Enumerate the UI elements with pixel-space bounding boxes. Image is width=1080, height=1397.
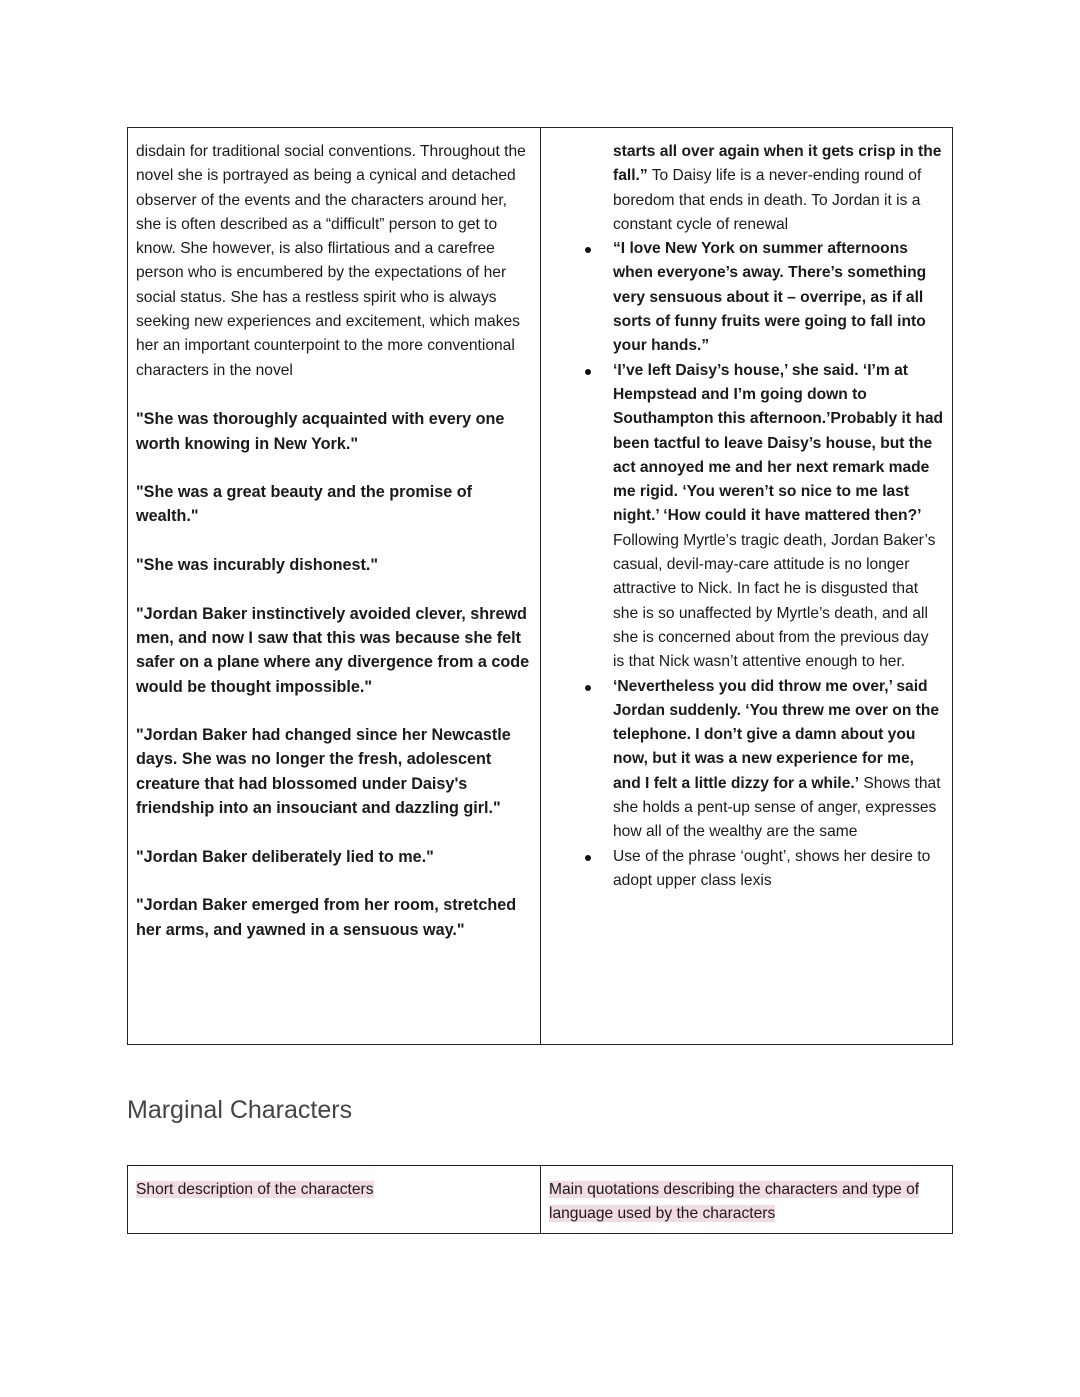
character-description: disdain for traditional social conventions. Throughout the novel she is portrayed as being a cynical and detached observer of the events and the characters around her, she is often described as a “difficult” person to get to know. She however, is also flirtatious and a carefree person who is encumbered by the expectations of her social status. She has a restless spirit who is always seeking new experiences and excitement, which makes her an important counterpoint to the more conventional characters in the novel: [136, 143, 526, 379]
section-heading: Marginal Characters: [127, 1096, 353, 1124]
description-header-cell: [128, 1166, 541, 1233]
analysis-text: Shows that she holds a pent-up sense of anger, expresses how all of the wealthy are the same: [613, 774, 941, 841]
quote: "She was thoroughly acquainted with every one worth knowing in New York.": [136, 410, 505, 453]
bullet-icon: [585, 247, 591, 253]
analysis-text: Following Myrtle’s tragic death, Jordan Baker’s casual, devil-may-care attitude is no longer attractive to Nick. In fact he is disgusted that she is so unaffected by Myrtle’s death, and all she is concerned about from the previous day is that Nick wasn’t attentive enough to her.: [613, 531, 936, 671]
quotation-list: [569, 140, 944, 893]
quote: "She was a great beauty and the promise of wealth.": [136, 483, 473, 526]
quote: "Jordan Baker had changed since her Newcastle days. She was no longer the fresh, adolescent creature that had blossomed under Daisy's friendship into an insouciant and dazzling girl.": [136, 726, 511, 818]
bullet-icon: [585, 685, 591, 691]
quote: "Jordan Baker deliberately lied to me.": [136, 847, 434, 866]
quote: "Jordan Baker emerged from her room, stretched her arms, and yawned in a sensuous way.": [136, 896, 517, 939]
column-header: Short description of the characters: [136, 1181, 374, 1198]
quote-text: ‘Nevertheless you did throw me over,’ said Jordan suddenly. ‘You threw me over on the telephone. I don’t give a damn about you now, but it was a new experience for me, and I felt a little dizzy for a while.’: [613, 677, 940, 792]
quote-text: starts all over again when it gets crisp in the fall.”: [613, 143, 942, 185]
quotations-column: [541, 128, 952, 1044]
description-column: [128, 128, 541, 1044]
analysis-text: To Daisy life is a never-ending round of boredom that ends in death. To Jordan it is a constant cycle of renewal: [613, 167, 922, 233]
column-header-line: Main quotations describing the characters and type of: [549, 1181, 920, 1198]
bullet-icon: [585, 369, 591, 375]
quote-text: ‘I’ve left Daisy’s house,’ she said. ‘I’m at Hempstead and I’m going down to Southampton this afternoon.’Probably it had been tactful to leave Daisy’s house, but the act annoyed me and her next remark made me rigid. ‘You weren’t so nice to me last night.’ ‘How could it have mattered then?’: [613, 361, 944, 525]
quote: "Jordan Baker instinctively avoided clever, shrewd men, and now I saw that this was because she felt safer on a plane where any divergence from a code would be thought impossible.": [136, 604, 530, 696]
list-item: [569, 140, 944, 237]
quote-text: “I love New York on summer afternoons when everyone’s away. There’s something very sensuous about it – overripe, as if all sorts of funny fruits were going to fall into your hands.”: [613, 240, 927, 355]
quotations-header-cell: [541, 1166, 952, 1233]
list-item: [569, 237, 944, 358]
list-item: [569, 675, 944, 845]
jordan-baker-table: [127, 127, 953, 1045]
list-item: [569, 845, 944, 894]
column-header-line: language used by the characters: [549, 1205, 776, 1223]
marginal-characters-table: [127, 1165, 953, 1234]
list-item: [569, 359, 944, 675]
bullet-icon: [585, 855, 591, 861]
quote: "She was incurably dishonest.": [136, 556, 379, 575]
analysis-text: Use of the phrase ‘ought’, shows her desire to adopt upper class lexis: [613, 847, 931, 889]
